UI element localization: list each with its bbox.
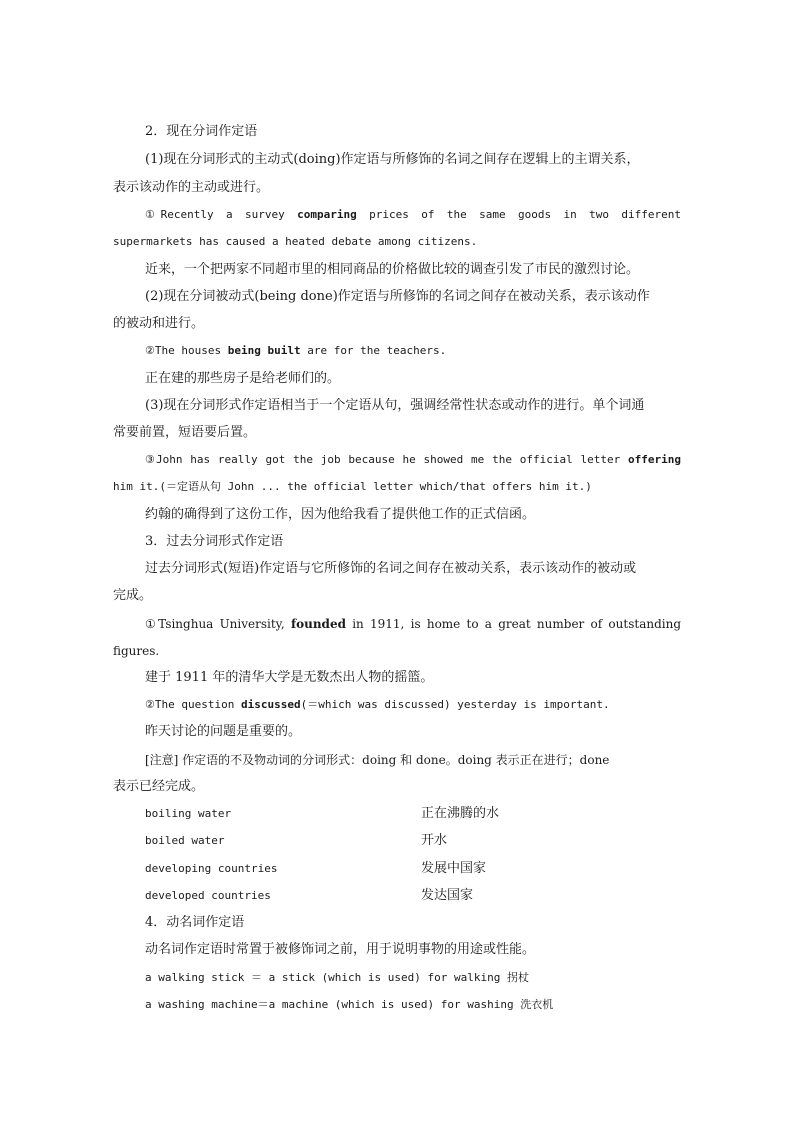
s3-note-line1: [注意] 作定语的不及物动词的分词形式：doing 和 done。doing 表示正在进行；done	[145, 753, 610, 767]
s3-pair-row	[145, 833, 681, 849]
pair-chinese: 发展中国家	[421, 861, 487, 876]
s3-example2-translation: 昨天讨论的问题是重要的。	[145, 724, 302, 739]
s3-pair-row	[145, 806, 681, 822]
s3-example1-translation: 建于 1911 年的清华大学是无数杰出人物的摇篮。	[145, 670, 434, 685]
s2-rule1-line1: (1)现在分词形式的主动式(doing)作定语与所修饰的名词之间存在逻辑上的主谓关系，	[145, 152, 640, 167]
s2-example1-line2: supermarkets has caused a heated debate among citizens.	[113, 235, 478, 248]
s2-rule1-line2: 表示该动作的主动或进行。	[113, 180, 270, 195]
s2-rule3-line1: (3)现在分词形式作定语相当于一个定语从句，强调经常性状态或动作的进行。单个词通	[145, 398, 645, 413]
s2-example2-translation: 正在建的那些房子是给老师们的。	[145, 371, 341, 386]
section-4-heading: 4．动名词作定语	[145, 915, 245, 930]
s3-rule-line2: 完成。	[113, 588, 153, 603]
s3-example2: ②The question discussed(＝which was discussed) yesterday is important.	[145, 698, 610, 711]
s2-example3-translation: 约翰的确得到了这份工作，因为他给我看了提供他工作的正式信函。	[145, 507, 536, 522]
s2-rule3-line2: 常要前置，短语要后置。	[113, 425, 257, 440]
s2-example2: ②The houses being built are for the teachers.	[145, 344, 447, 357]
s3-note-line2: 表示已经完成。	[113, 779, 205, 794]
s2-rule2-line1: (2)现在分词被动式(being done)作定语与所修饰的名词之间存在被动关系，表示该动作	[145, 289, 650, 304]
s2-rule2-line2: 的被动和进行。	[113, 316, 205, 331]
s4-example1: a walking stick ＝ a stick (which is used) for walking 拐杖	[145, 971, 529, 984]
s4-rule: 动名词作定语时常置于被修饰词之前，用于说明事物的用途或性能。	[145, 942, 536, 957]
pair-english: developed countries	[145, 889, 271, 902]
section-3-heading: 3．过去分词形式作定语	[145, 534, 284, 549]
pair-english: developing countries	[145, 862, 278, 875]
s3-example1-line2: figures.	[113, 644, 160, 658]
section-2-heading: 2．现在分词作定语	[145, 124, 258, 139]
s3-pair-row	[145, 861, 681, 877]
s2-example1-line1: ①Recently a survey comparing prices of the same goods in two different	[145, 208, 681, 221]
pair-chinese: 发达国家	[421, 888, 474, 903]
s2-example3-line2: him it.(＝定语从句 John ... the official letter which/that offers him it.)	[113, 480, 592, 493]
pair-english: boiled water	[145, 834, 225, 847]
s2-example3-line1: ③John has really got the job because he showed me the official letter offering	[145, 453, 681, 466]
s3-pair-row	[145, 888, 681, 904]
s2-example1-translation: 近来，一个把两家不同超市里的相同商品的价格做比较的调查引发了市民的激烈讨论。	[145, 262, 640, 277]
s4-example2: a washing machine＝a machine (which is used) for washing 洗衣机	[145, 998, 554, 1011]
s3-rule-line1: 过去分词形式(短语)作定语与它所修饰的名词之间存在被动关系，表示该动作的被动或	[145, 561, 637, 576]
pair-english: boiling water	[145, 807, 232, 820]
pair-chinese: 开水	[421, 833, 448, 848]
s3-example1-line1: ①Tsinghua University, founded in 1911, is home to a great number of outstanding	[145, 617, 681, 631]
pair-chinese: 正在沸腾的水	[421, 806, 500, 821]
